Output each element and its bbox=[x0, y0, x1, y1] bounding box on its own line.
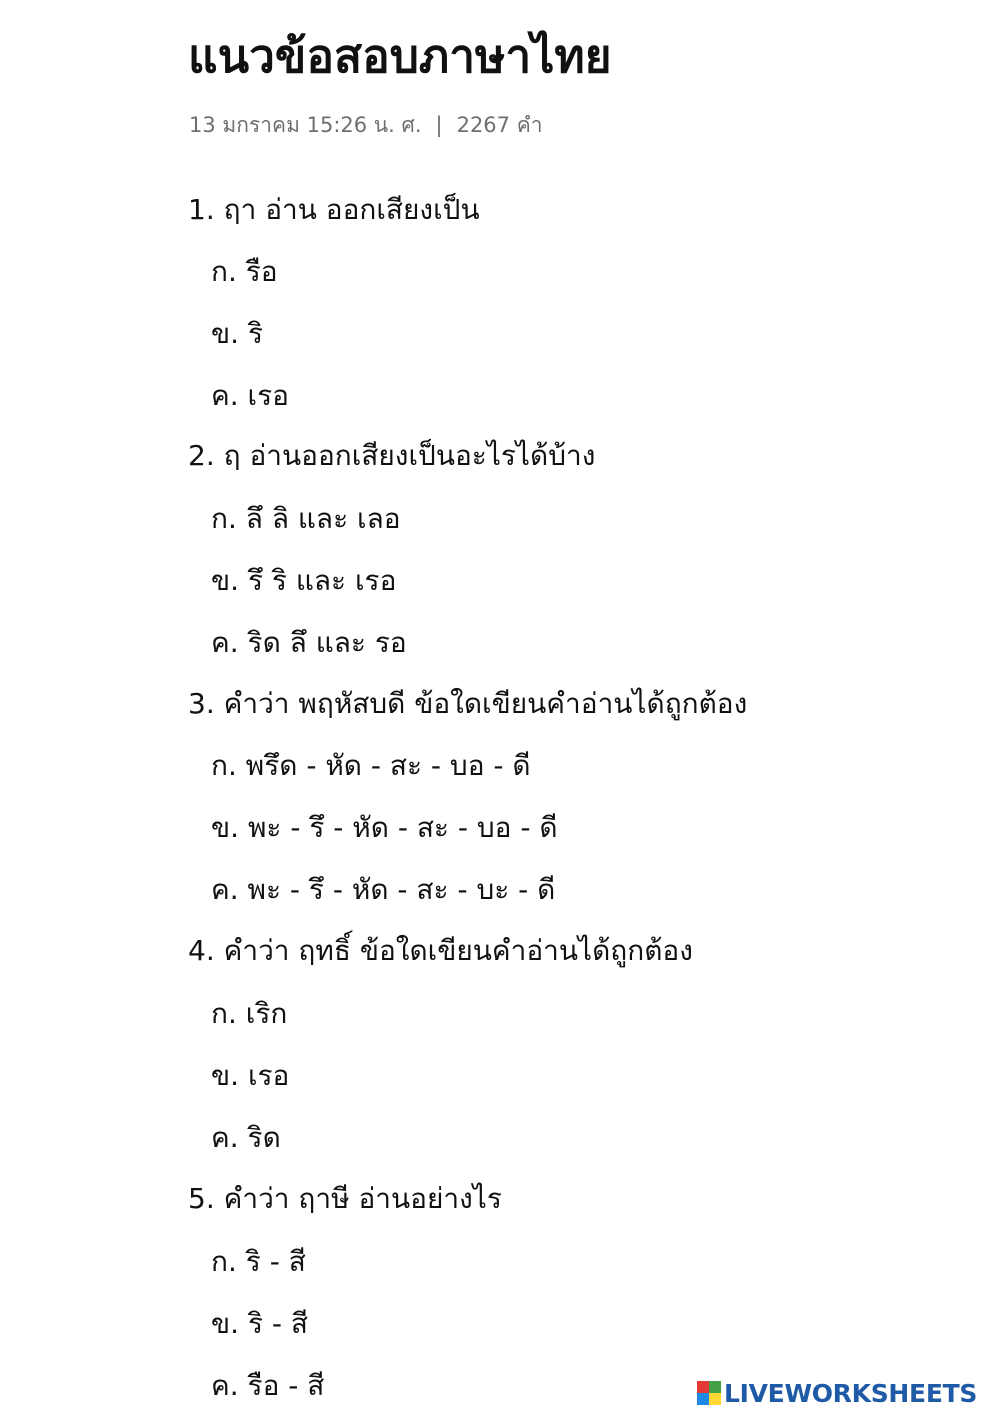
watermark-text: LIVEWORKSHEETS bbox=[724, 1378, 978, 1408]
question-2-option-c: ค. ริด ลึ และ รอ bbox=[211, 626, 407, 659]
question-4: 4. คำว่า ฤทธิ์ ข้อใดเขียนคำอ่านได้ถูกต้อง bbox=[188, 934, 693, 967]
question-2-option-a: ก. ลึ ลิ และ เลอ bbox=[211, 502, 401, 535]
question-5-option-c: ค. รือ - สี bbox=[211, 1369, 325, 1402]
question-3-option-a: ก. พรึด - หัด - สะ - บอ - ดี bbox=[211, 749, 531, 782]
question-4-option-a: ก. เริก bbox=[211, 997, 288, 1030]
meta-word-count: 2267 คำ bbox=[456, 113, 543, 137]
question-3: 3. คำว่า พฤหัสบดี ข้อใดเขียนคำอ่านได้ถูกต้อง bbox=[188, 687, 748, 720]
question-1: 1. ฤา อ่าน ออกเสียงเป็น bbox=[188, 193, 480, 226]
question-4-option-c: ค. ริด bbox=[211, 1121, 281, 1154]
question-4-option-b: ข. เรอ bbox=[211, 1059, 290, 1092]
document-meta bbox=[189, 110, 543, 140]
meta-date: 13 มกราคม 15:26 น. ศ. bbox=[189, 113, 422, 137]
question-1-option-b: ข. ริ bbox=[211, 317, 263, 350]
liveworksheets-logo-icon bbox=[697, 1381, 721, 1405]
page-title: แนวข้อสอบภาษาไทย bbox=[188, 29, 612, 83]
question-3-option-c: ค. พะ - รึ - หัด - สะ - บะ - ดี bbox=[211, 873, 556, 906]
watermark bbox=[697, 1378, 977, 1408]
question-1-option-a: ก. รือ bbox=[211, 255, 278, 288]
question-2: 2. ฤ อ่านออกเสียงเป็นอะไรได้บ้าง bbox=[188, 439, 596, 472]
question-5-option-a: ก. ริ - สี bbox=[211, 1245, 306, 1278]
question-3-option-b: ข. พะ - รึ - หัด - สะ - บอ - ดี bbox=[211, 811, 558, 844]
question-5-option-b: ข. ริ - สี bbox=[211, 1307, 308, 1340]
question-1-option-c: ค. เรอ bbox=[211, 379, 289, 412]
question-5: 5. คำว่า ฤาษี อ่านอย่างไร bbox=[188, 1182, 502, 1215]
meta-separator: | bbox=[435, 113, 443, 137]
question-2-option-b: ข. รึ ริ และ เรอ bbox=[211, 564, 397, 597]
